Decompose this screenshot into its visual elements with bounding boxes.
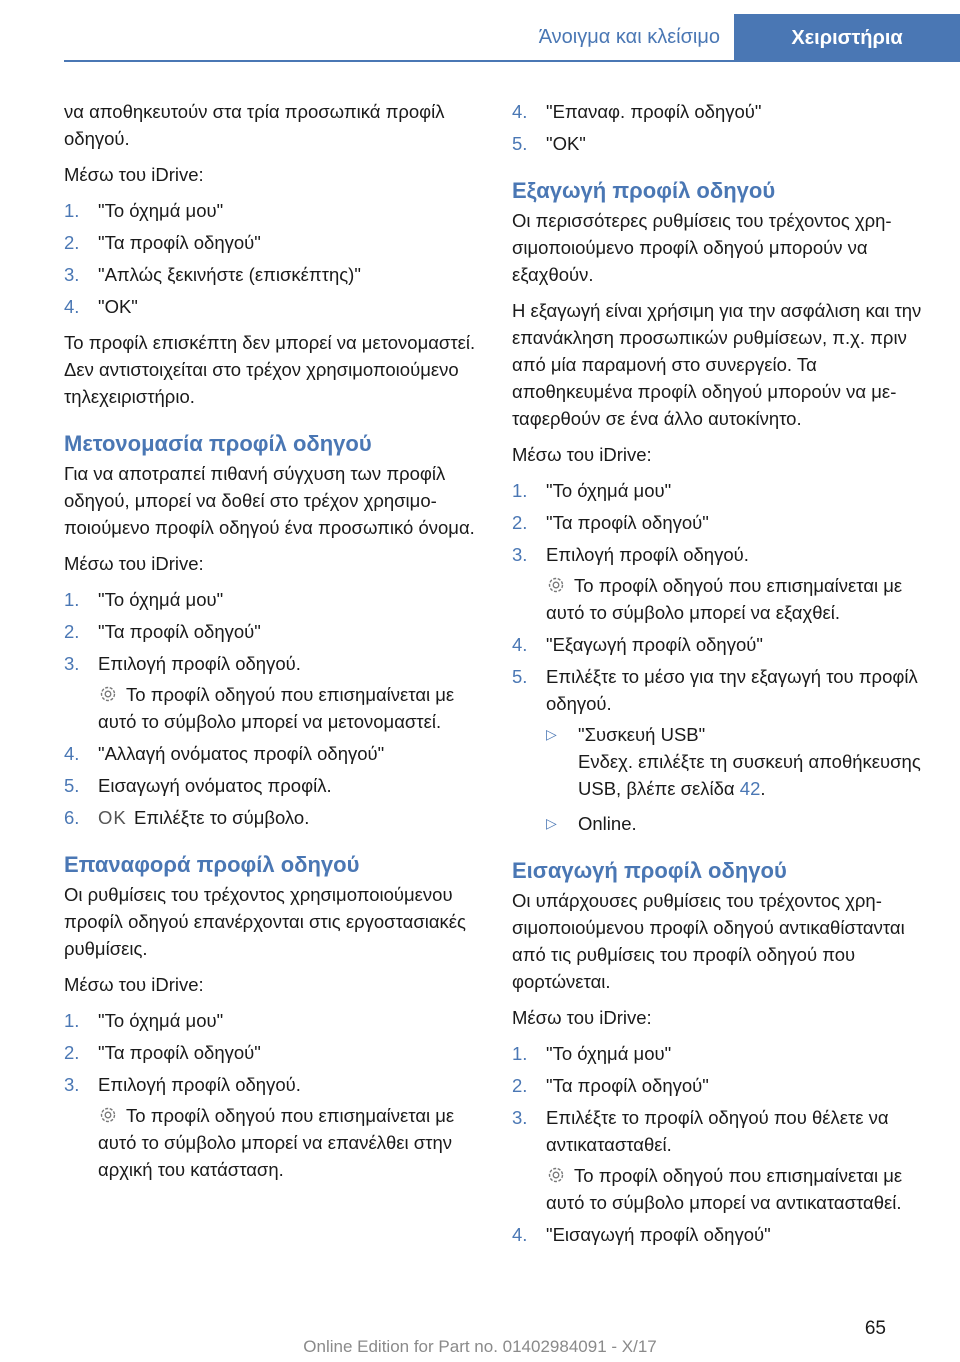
list-item: [64, 197, 478, 224]
rename-text: Για να αποτραπεί πιθανή σύγχυση των προφίλ οδηγού, μπορεί να δοθεί στο τρέχον χρησιμοποιούμενο προφίλ οδηγού ένα προσωπικό όνομα.: [64, 463, 475, 538]
step-text: Επιλέξτε το μέσο για την εξαγωγή του προφίλ οδηγού.: [546, 666, 918, 714]
step-note: Το προφίλ οδηγού που επισημαίνεται με αυτό το σύμβολο μπορεί να επανέλθει στην αρχική του κατάσταση.: [98, 1105, 455, 1180]
list-item: 3. Επιλέξτε το προφίλ οδηγού που θέλετε να αντικατασταθεί. Το προφίλ οδηγού που επισημαίνεται με αυτό το σύμβολο μπορεί να αντικατασταθεί.: [512, 1104, 926, 1216]
step-text: Επιλογή προφίλ οδηγού.: [98, 1074, 301, 1095]
export-steps: [512, 477, 926, 837]
gear-icon: [98, 1105, 118, 1125]
page-number: 65: [864, 1318, 886, 1339]
reset-steps: [64, 1007, 478, 1183]
intro-text: να αποθηκευτούν στα τρία προσωπικά προφίλ οδηγού.: [64, 101, 445, 149]
step-text: "Το όχημά μου": [98, 200, 224, 221]
list-item: 5. "OK": [512, 133, 586, 154]
page-header: [0, 0, 960, 62]
import-text: Οι υπάρχουσες ρυθμίσεις του τρέχοντος χρησιμοποιούμενου προφίλ οδηγού αντικαθίστανται από τις ρυθμίσεις του προφίλ οδηγού που φορτώνεται.: [512, 890, 905, 992]
step-note: Το προφίλ οδηγού που επισημαίνεται με αυτό το σύμβολο μπορεί να αντικατασταθεί.: [546, 1165, 903, 1213]
reset-text: Οι ρυθμίσεις του τρέχοντος χρησιμοποιούμενου προφίλ οδηγού επανέρχονται στις εργοστασιακές ρυθμίσεις.: [64, 884, 466, 959]
list-item: [64, 261, 478, 288]
step-text: "Απλώς ξεκινήστε (επισκέπτης)": [98, 264, 361, 285]
step-text: "Τα προφίλ οδηγού": [546, 1075, 709, 1096]
export-text: Η εξαγωγή είναι χρήσιμη για την ασφάλιση και την επανάκληση προσωπικών ρυθμίσεων, π.χ. πριν από μία παραμονή στο συνεργείο. Τα αποθηκευμένα προφίλ οδηγού μπορούν να μεταφερθούν σε ένα άλλο αυτοκίνητο.: [512, 300, 922, 429]
list-item: 1. "Το όχημά μου": [64, 1010, 224, 1031]
list-item: 3. Επιλογή προφίλ οδηγού. Το προφίλ οδηγού που επισημαίνεται με αυτό το σύμβολο μπορεί να εξαχθεί.: [512, 541, 926, 626]
gear-icon: [546, 575, 566, 595]
list-item: 3. Επιλογή προφίλ οδηγού. Το προφίλ οδηγού που επισημαίνεται με αυτό το σύμβολο μπορεί να μετονομαστεί.: [64, 650, 478, 735]
step-note: Το προφίλ οδηγού που επισημαίνεται με αυτό το σύμβολο μπορεί να μετονομαστεί.: [98, 684, 455, 732]
list-item: ▷ "Συσκευή USB" Ενδεχ. επιλέξτε τη συσκευή αποθήκευσης USB, βλέπε σελίδα 42.: [546, 721, 926, 802]
list-item: 2. "Τα προφίλ οδηγού": [512, 1075, 709, 1096]
list-item: 2. "Τα προφίλ οδηγού": [512, 512, 709, 533]
reset-steps-cont: [512, 98, 926, 157]
via-idrive: Μέσω του iDrive:: [64, 553, 204, 574]
footer-text: Online Edition for Part no. 01402984091 - X/17: [303, 1337, 657, 1356]
list-item: 6. OK Επιλέξτε το σύμβολο.: [64, 804, 478, 831]
reset-heading: Επαναφορά προφίλ οδηγού: [64, 852, 360, 877]
step-text: Επιλέξτε το προφίλ οδηγού που θέλετε να αντικατασταθεί.: [546, 1107, 889, 1155]
step-text: Επιλέξτε το σύμβολο.: [134, 807, 310, 828]
list-item: 4. "Αλλαγή ονόματος προφίλ οδηγού": [64, 743, 385, 764]
left-column: [64, 98, 478, 1192]
export-text: Οι περισσότερες ρυθμίσεις του τρέχοντος χρησιμοποιούμενο προφίλ οδηγού μπορούν να εξαχθούν.: [512, 210, 892, 285]
list-item: 1. "Το όχημά μου": [512, 480, 672, 501]
ok-symbol-icon: OK: [98, 807, 127, 828]
step-text: "Τα προφίλ οδηγού": [546, 512, 709, 533]
chapter-tab: Χειριστήρια: [734, 14, 960, 62]
via-idrive: Μέσω του iDrive:: [64, 974, 204, 995]
step-note: Το προφίλ οδηγού που επισημαίνεται με αυτό το σύμβολο μπορεί να εξαχθεί.: [546, 575, 903, 623]
step-text: "Αλλαγή ονόματος προφίλ οδηγού": [98, 743, 385, 764]
usb-note: Ενδεχ. επιλέξτε τη συσκευή αποθήκευσης USB, βλέπε σελίδα 42.: [578, 751, 921, 799]
step-text: "OK": [546, 133, 586, 154]
header-rule: [64, 60, 960, 62]
page-link[interactable]: 42: [739, 778, 761, 799]
step-text: Εισαγωγή ονόματος προφίλ.: [98, 775, 332, 796]
gear-icon: [546, 1165, 566, 1185]
list-item: 2. "Τα προφίλ οδηγού": [64, 621, 261, 642]
step-number: 2.: [64, 232, 80, 253]
step-text: "Τα προφίλ οδηγού": [98, 621, 261, 642]
step-number: 3.: [64, 264, 80, 285]
export-heading: Εξαγωγή προφίλ οδηγού: [512, 178, 776, 203]
section-title: Άνοιγμα και κλείσιμο: [538, 26, 720, 48]
list-item: ▷ Online.: [546, 810, 926, 837]
via-idrive: Μέσω του iDrive:: [512, 1007, 652, 1028]
step-text: "Το όχημά μου": [546, 480, 672, 501]
triangle-bullet-icon: ▷: [546, 815, 557, 831]
via-idrive: Μέσω του iDrive:: [64, 164, 204, 185]
step-number: 4.: [64, 296, 80, 317]
step-text: Επιλογή προφίλ οδηγού.: [546, 544, 749, 565]
list-item: 5. Επιλέξτε το μέσο για την εξαγωγή του προφίλ οδηγού. ▷ "Συσκευή USB" Ενδεχ. επιλέξτε τη συσκευή αποθήκευσης USB, βλέπε σελίδα 42. ▷ Online.: [512, 663, 926, 837]
guest-steps: [64, 197, 478, 320]
step-text: "Τα προφίλ οδηγού": [98, 232, 261, 253]
step-text: "Το όχημά μου": [98, 589, 224, 610]
list-item: 1. "Το όχημά μου": [512, 1043, 672, 1064]
rename-heading: Μετονομασία προφίλ οδηγού: [64, 431, 372, 456]
guest-note: Το προφίλ επισκέπτη δεν μπορεί να μετονομαστεί. Δεν αντιστοιχείται στο τρέχον χρησιμοποιούμενο τηλεχειριστήριο.: [64, 332, 476, 407]
list-item: 1. "Το όχημά μου": [64, 589, 224, 610]
list-item: 2. "Τα προφίλ οδηγού": [64, 1042, 261, 1063]
step-text: "Εξαγωγή προφίλ οδηγού": [546, 634, 763, 655]
right-column: [512, 98, 926, 1257]
step-text: "OK": [98, 296, 138, 317]
list-item: 4. "Εισαγωγή προφίλ οδηγού": [512, 1224, 771, 1245]
step-text: Επιλογή προφίλ οδηγού.: [98, 653, 301, 674]
list-item: 4. "Επαναφ. προφίλ οδηγού": [512, 101, 762, 122]
step-number: 1.: [64, 200, 80, 221]
via-idrive: Μέσω του iDrive:: [512, 444, 652, 465]
media-options: [546, 721, 926, 837]
step-text: "Το όχημά μου": [546, 1043, 672, 1064]
rename-steps: [64, 586, 478, 831]
gear-icon: [98, 684, 118, 704]
list-item: 3. Επιλογή προφίλ οδηγού. Το προφίλ οδηγού που επισημαίνεται με αυτό το σύμβολο μπορεί να επανέλθει στην αρχική του κατάσταση.: [64, 1071, 478, 1183]
list-item: 4. "Εξαγωγή προφίλ οδηγού": [512, 634, 763, 655]
list-item: [64, 229, 478, 256]
step-text: "Εισαγωγή προφίλ οδηγού": [546, 1224, 771, 1245]
import-heading: Εισαγωγή προφίλ οδηγού: [512, 858, 787, 883]
step-text: "Τα προφίλ οδηγού": [98, 1042, 261, 1063]
list-item: 5. Εισαγωγή ονόματος προφίλ.: [64, 775, 332, 796]
list-item: [64, 293, 478, 320]
step-text: "Επαναφ. προφίλ οδηγού": [546, 101, 762, 122]
step-text: "Το όχημά μου": [98, 1010, 224, 1031]
triangle-bullet-icon: ▷: [546, 726, 557, 742]
import-steps: [512, 1040, 926, 1248]
